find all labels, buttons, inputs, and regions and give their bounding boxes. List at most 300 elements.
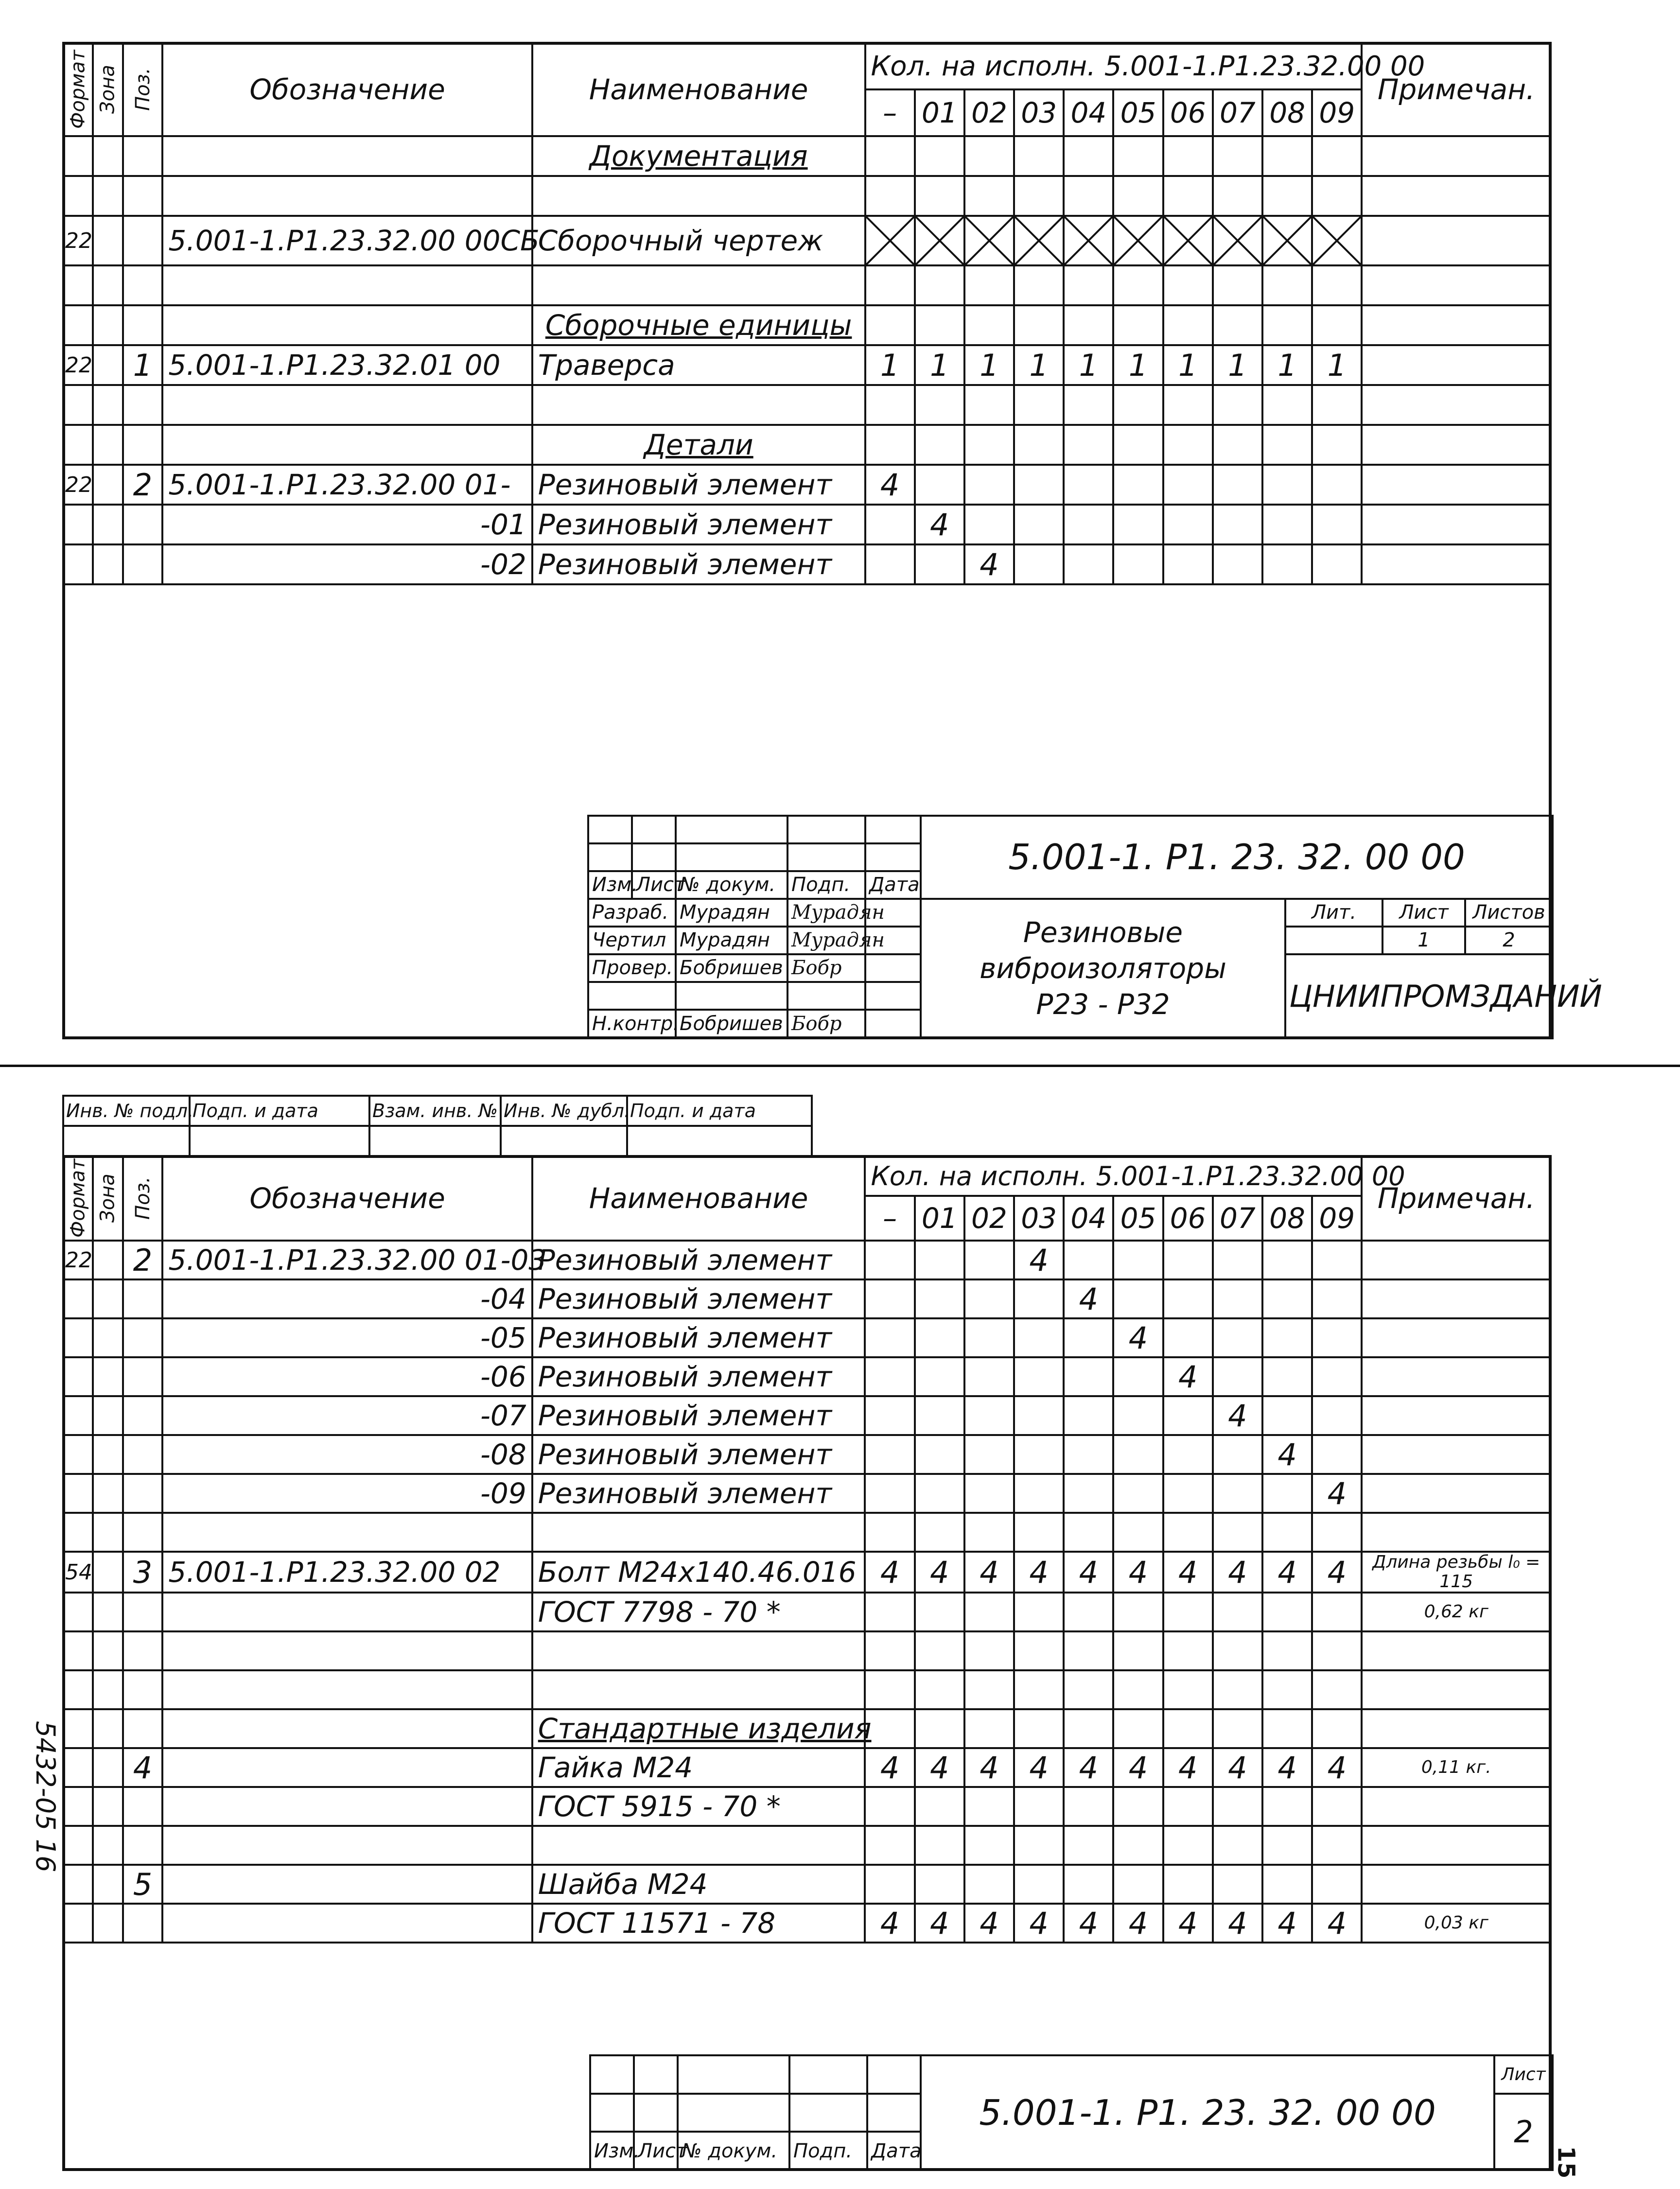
cell-qty-7: 4 xyxy=(1213,1904,1262,1943)
cell-qty-4 xyxy=(1064,1241,1113,1279)
cell-qty-1 xyxy=(915,1279,964,1318)
cell-qty-6 xyxy=(1163,505,1213,544)
table-row xyxy=(63,1709,1551,1748)
cell-qty-9: 1 xyxy=(1312,345,1362,385)
cell-pos xyxy=(123,305,163,345)
tb-person-0: Мурадян xyxy=(676,899,788,927)
cell-note xyxy=(1362,176,1551,216)
cell-pos: 4 xyxy=(123,1748,163,1787)
cell-note xyxy=(1362,1396,1551,1435)
stamp-vzam-inv: Взам. инв. № xyxy=(369,1096,501,1126)
cell-zone xyxy=(93,176,122,216)
cell-qty-2 xyxy=(964,1826,1014,1865)
cell-pos: 5 xyxy=(123,1865,163,1904)
cell-qty-3 xyxy=(1014,1709,1064,1748)
cross-cell xyxy=(915,216,964,265)
cell-qty-1 xyxy=(915,1357,964,1396)
cell-qty-5 xyxy=(1113,1593,1163,1631)
cell-qty-8 xyxy=(1262,1241,1312,1279)
cell-qty-2 xyxy=(964,1631,1014,1670)
header2-variant-1: 01 xyxy=(915,1196,964,1241)
cell-pos xyxy=(123,1318,163,1357)
header-variant-9: 09 xyxy=(1312,89,1362,136)
title-line-1: Резиновые xyxy=(1023,916,1183,949)
cell-qty-4 xyxy=(1064,505,1113,544)
cell-designation xyxy=(162,385,532,425)
cell-qty-3 xyxy=(1014,505,1064,544)
cell-format xyxy=(63,1826,93,1865)
header2-variant-3: 03 xyxy=(1014,1196,1064,1241)
cell-qty-0 xyxy=(865,1435,914,1474)
cell-zone xyxy=(93,1748,122,1787)
cell-qty-9 xyxy=(1312,1279,1362,1318)
cell-qty-8: 4 xyxy=(1262,1748,1312,1787)
tb-role-3 xyxy=(588,982,676,1010)
cell-qty-5 xyxy=(1113,176,1163,216)
cell-note xyxy=(1362,544,1551,584)
cell-qty-5 xyxy=(1113,465,1163,505)
cell-qty-4 xyxy=(1064,544,1113,584)
cell-qty-4 xyxy=(1064,1513,1113,1552)
cell-qty-9: 4 xyxy=(1312,1748,1362,1787)
cell-name xyxy=(532,1670,865,1709)
cell-qty-0 xyxy=(865,1709,914,1748)
header-note: Примечан. xyxy=(1362,43,1551,136)
table-row xyxy=(63,1631,1551,1670)
table-row xyxy=(63,1826,1551,1865)
cell-qty-0: 1 xyxy=(865,345,915,385)
cell-qty-8 xyxy=(1262,385,1312,425)
tb-role-4: Н.контр. xyxy=(588,1010,676,1038)
cell-qty-3 xyxy=(1014,1826,1064,1865)
cell-format xyxy=(63,544,93,584)
cell-qty-7 xyxy=(1213,265,1262,305)
table-row xyxy=(63,216,1551,265)
cell-qty-1: 4 xyxy=(915,1552,964,1593)
cell-pos xyxy=(123,1593,163,1631)
cell-qty-0 xyxy=(865,544,915,584)
cell-qty-0 xyxy=(865,1826,914,1865)
cell-qty-7 xyxy=(1213,176,1262,216)
cell-qty-6 xyxy=(1163,1318,1213,1357)
cell-designation xyxy=(162,1709,532,1748)
side-code: 5432-05 16 xyxy=(30,1721,61,1873)
cell-zone xyxy=(93,1709,122,1748)
cell-pos xyxy=(123,544,163,584)
cell-name xyxy=(532,1396,865,1435)
cell-qty-4 xyxy=(1064,305,1113,345)
cell-qty-7 xyxy=(1213,505,1262,544)
cell-qty-8: 4 xyxy=(1262,1904,1312,1943)
name-text: Резиновый элемент xyxy=(538,508,832,542)
cell-qty-9 xyxy=(1312,1318,1362,1357)
spec-table-sheet-1 xyxy=(62,42,1552,585)
cell-qty-0 xyxy=(865,136,915,176)
cell-format: 22 xyxy=(63,216,93,265)
cell-note xyxy=(1362,265,1551,305)
cell-qty-2: 4 xyxy=(964,1552,1014,1593)
cell-qty-1 xyxy=(915,1513,964,1552)
cell-pos xyxy=(123,1631,163,1670)
cell-zone xyxy=(93,1357,122,1396)
cell-zone xyxy=(93,425,122,465)
table-row xyxy=(63,1865,1551,1904)
cell-qty-9 xyxy=(1312,1670,1362,1709)
cell-qty-0 xyxy=(865,1318,914,1357)
cell-pos xyxy=(123,176,163,216)
cell-qty-5: 4 xyxy=(1113,1552,1163,1593)
cell-qty-1 xyxy=(915,1318,964,1357)
cell-format xyxy=(63,1748,93,1787)
cell-qty-5 xyxy=(1113,1435,1163,1474)
cell-qty-6 xyxy=(1163,465,1213,505)
cell-qty-8 xyxy=(1262,1396,1312,1435)
cell-qty-8 xyxy=(1262,1631,1312,1670)
table-row xyxy=(63,1593,1551,1631)
cell-qty-8 xyxy=(1262,176,1312,216)
cell-note xyxy=(1362,425,1551,465)
header2-variant-5: 05 xyxy=(1113,1196,1163,1241)
cell-zone xyxy=(93,1396,122,1435)
cell-qty-3 xyxy=(1014,1396,1064,1435)
cell-qty-1: 4 xyxy=(915,1904,964,1943)
cell-name xyxy=(532,1904,865,1943)
cell-format xyxy=(63,1279,93,1318)
cell-qty-1 xyxy=(915,1826,964,1865)
name-text: Резиновый элемент xyxy=(538,1243,832,1277)
cell-note xyxy=(1362,1357,1551,1396)
titleblock-code: 5.001-1. Р1. 23. 32. 00 00 xyxy=(921,816,1553,899)
cell-pos: 2 xyxy=(123,465,163,505)
cell-format xyxy=(63,425,93,465)
cell-qty-8: 4 xyxy=(1262,1552,1312,1593)
cell-qty-6 xyxy=(1163,1670,1213,1709)
cell-qty-8 xyxy=(1262,136,1312,176)
cell-note xyxy=(1362,305,1551,345)
tb2-label-sign: Подп. xyxy=(789,2132,867,2170)
header-format: Формат xyxy=(63,43,93,136)
cell-qty-1 xyxy=(915,1631,964,1670)
name-text: Резиновый элемент xyxy=(538,1360,832,1393)
cell-designation: -08 xyxy=(162,1435,532,1474)
cell-qty-4 xyxy=(1064,1318,1113,1357)
cell-qty-8 xyxy=(1262,1318,1312,1357)
cross-mark xyxy=(1214,217,1261,264)
cell-zone xyxy=(93,1865,122,1904)
cell-qty-8 xyxy=(1262,1357,1312,1396)
cell-note: 0,11 кг. xyxy=(1362,1748,1551,1787)
archive-stamp xyxy=(62,1095,813,1157)
stamp-inv-podl: Инв. № подл. xyxy=(63,1096,190,1126)
cell-qty-6 xyxy=(1163,1631,1213,1670)
tb2-label-list: Лист xyxy=(634,2132,678,2170)
cell-qty-5 xyxy=(1113,136,1163,176)
header-variant-0: – xyxy=(865,89,915,136)
cell-format xyxy=(63,305,93,345)
cell-qty-4 xyxy=(1064,1631,1113,1670)
cell-designation: 5.001-1.Р1.23.32.00 01- xyxy=(162,465,532,505)
cell-qty-5 xyxy=(1113,505,1163,544)
header2-variant-9: 09 xyxy=(1312,1196,1362,1241)
cell-qty-3 xyxy=(1014,1670,1064,1709)
table-row xyxy=(63,1435,1551,1474)
cell-qty-6 xyxy=(1163,1593,1213,1631)
header2-variant-4: 04 xyxy=(1064,1196,1113,1241)
cell-qty-7: 4 xyxy=(1213,1552,1262,1593)
cell-qty-8 xyxy=(1262,1279,1312,1318)
cell-qty-4: 4 xyxy=(1064,1279,1113,1318)
cell-name xyxy=(532,1865,865,1904)
cell-name xyxy=(532,1241,865,1279)
cell-qty-2 xyxy=(964,265,1014,305)
cell-qty-1 xyxy=(915,176,964,216)
name-text: Резиновый элемент xyxy=(538,468,832,502)
cell-qty-4 xyxy=(1064,1787,1113,1826)
cell-format: 22 xyxy=(63,1241,93,1279)
table-row xyxy=(63,1357,1551,1396)
cell-qty-1 xyxy=(915,1241,964,1279)
cell-qty-6 xyxy=(1163,1865,1213,1904)
cell-qty-9: 4 xyxy=(1312,1552,1362,1593)
table-row xyxy=(63,265,1551,305)
cell-qty-2 xyxy=(964,1593,1014,1631)
tb-lit-cells xyxy=(1285,927,1382,954)
cell-pos xyxy=(123,385,163,425)
tb-sheet-label: Лист xyxy=(1382,899,1465,927)
cell-qty-7 xyxy=(1213,136,1262,176)
table-row xyxy=(63,1396,1551,1435)
cell-qty-0: 4 xyxy=(865,1552,914,1593)
cell-qty-7 xyxy=(1213,1826,1262,1865)
table-row xyxy=(63,1904,1551,1943)
cell-qty-4 xyxy=(1064,465,1113,505)
cell-qty-4 xyxy=(1064,1826,1113,1865)
cell-qty-1 xyxy=(915,1474,964,1513)
cell-qty-4: 4 xyxy=(1064,1904,1113,1943)
cell-qty-5 xyxy=(1113,1279,1163,1318)
cell-qty-7 xyxy=(1213,1709,1262,1748)
cell-designation xyxy=(162,1513,532,1552)
header-variant-1: 01 xyxy=(915,89,964,136)
tb-sheets-label: Листов xyxy=(1465,899,1553,927)
cell-qty-1 xyxy=(915,1787,964,1826)
header-variant-5: 05 xyxy=(1113,89,1163,136)
name-text: Резиновый элемент xyxy=(538,1282,832,1315)
cell-qty-3 xyxy=(1014,385,1064,425)
tb2-label-date: Дата xyxy=(867,2132,921,2170)
cell-qty-7 xyxy=(1213,1241,1262,1279)
cell-qty-7 xyxy=(1213,1593,1262,1631)
name-text: Резиновый элемент xyxy=(538,1321,832,1354)
corner-number: 15 xyxy=(1552,2146,1580,2179)
cell-qty-6: 4 xyxy=(1163,1552,1213,1593)
cell-name xyxy=(532,1552,865,1593)
cell-qty-4 xyxy=(1064,1357,1113,1396)
cell-designation xyxy=(162,265,532,305)
cell-name xyxy=(532,385,865,425)
cell-qty-7 xyxy=(1213,1670,1262,1709)
cell-qty-7 xyxy=(1213,385,1262,425)
cell-qty-6 xyxy=(1163,425,1213,465)
cross-cell xyxy=(865,216,915,265)
table-row xyxy=(63,1748,1551,1787)
cell-zone xyxy=(93,345,122,385)
cell-qty-8 xyxy=(1262,1826,1312,1865)
cell-note xyxy=(1362,1513,1551,1552)
header-name: Наименование xyxy=(532,43,865,136)
cell-qty-2: 4 xyxy=(964,544,1014,584)
cell-designation xyxy=(162,425,532,465)
cell-format: 54 xyxy=(63,1552,93,1593)
cell-designation xyxy=(162,1748,532,1787)
cell-qty-5: 4 xyxy=(1113,1318,1163,1357)
cell-designation xyxy=(162,176,532,216)
cell-note xyxy=(1362,1787,1551,1826)
cell-designation: 5.001-1.Р1.23.32.00 02 xyxy=(162,1552,532,1593)
cross-mark xyxy=(1263,217,1311,264)
cell-format xyxy=(63,385,93,425)
cell-qty-7 xyxy=(1213,1435,1262,1474)
cell-qty-9 xyxy=(1312,385,1362,425)
cell-designation xyxy=(162,1631,532,1670)
cell-qty-3 xyxy=(1014,1787,1064,1826)
tb-sign-3 xyxy=(788,982,865,1010)
cell-qty-5: 4 xyxy=(1113,1748,1163,1787)
cell-qty-6 xyxy=(1163,136,1213,176)
cell-qty-0: 4 xyxy=(865,1904,914,1943)
cell-qty-2 xyxy=(964,505,1014,544)
cell-qty-8: 1 xyxy=(1262,345,1312,385)
cell-zone xyxy=(93,1513,122,1552)
name-text: Гайка М24 xyxy=(538,1751,693,1784)
cell-qty-2 xyxy=(964,1279,1014,1318)
cell-pos xyxy=(123,216,163,265)
cell-qty-6 xyxy=(1163,1787,1213,1826)
cell-qty-5 xyxy=(1113,385,1163,425)
cell-format xyxy=(63,505,93,544)
cell-qty-9 xyxy=(1312,1787,1362,1826)
cell-qty-0 xyxy=(865,1396,914,1435)
cell-qty-4 xyxy=(1064,425,1113,465)
cross-mark xyxy=(1114,217,1162,264)
cross-cell xyxy=(1014,216,1064,265)
table-row xyxy=(63,505,1551,544)
cell-name xyxy=(532,1513,865,1552)
cell-format xyxy=(63,1513,93,1552)
cell-format xyxy=(63,1474,93,1513)
cell-zone xyxy=(93,1904,122,1943)
cell-qty-9 xyxy=(1312,1435,1362,1474)
cell-note xyxy=(1362,385,1551,425)
cell-qty-4: 4 xyxy=(1064,1552,1113,1593)
tb-person-4: Бобришев xyxy=(676,1010,788,1038)
titleblock-title xyxy=(921,899,1285,1038)
cell-designation: 5.001-1.Р1.23.32.00 01-03 xyxy=(162,1241,532,1279)
cell-qty-6: 4 xyxy=(1163,1904,1213,1943)
cross-cell xyxy=(1113,216,1163,265)
cell-qty-9 xyxy=(1312,1357,1362,1396)
tb2-label-doc: № докум. xyxy=(678,2132,789,2170)
cell-pos xyxy=(123,1279,163,1318)
cell-pos xyxy=(123,1709,163,1748)
cell-pos xyxy=(123,1670,163,1709)
cell-zone xyxy=(93,216,122,265)
cell-note xyxy=(1362,136,1551,176)
cell-qty-3 xyxy=(1014,465,1064,505)
cell-zone xyxy=(93,1435,122,1474)
cross-cell xyxy=(1064,216,1113,265)
cell-qty-2 xyxy=(964,176,1014,216)
stamp-inv-dubl: Инв. № дубл. xyxy=(501,1096,627,1126)
cell-qty-9 xyxy=(1312,1709,1362,1748)
cell-qty-3 xyxy=(1014,425,1064,465)
cell-format xyxy=(63,1435,93,1474)
cell-qty-3 xyxy=(1014,1318,1064,1357)
cell-zone xyxy=(93,305,122,345)
cell-note xyxy=(1362,505,1551,544)
cell-qty-2 xyxy=(964,1241,1014,1279)
cell-qty-7 xyxy=(1213,465,1262,505)
cell-name xyxy=(532,1787,865,1826)
cell-qty-7 xyxy=(1213,1279,1262,1318)
cell-zone xyxy=(93,544,122,584)
cell-qty-1: 1 xyxy=(915,345,964,385)
cell-qty-2 xyxy=(964,1396,1014,1435)
cell-designation xyxy=(162,136,532,176)
name-text: Резиновый элемент xyxy=(538,1477,832,1510)
cell-name xyxy=(532,1709,872,1748)
cell-note xyxy=(1362,1474,1551,1513)
cell-format xyxy=(63,1396,93,1435)
cell-format xyxy=(63,1709,93,1748)
cell-note xyxy=(1362,216,1551,265)
cell-qty-9 xyxy=(1312,265,1362,305)
cell-qty-3 xyxy=(1014,305,1064,345)
title-line-2: виброизоляторы xyxy=(980,952,1226,985)
name-text: Резиновый элемент xyxy=(538,548,832,581)
cell-qty-5: 1 xyxy=(1113,345,1163,385)
cell-qty-4 xyxy=(1064,265,1113,305)
cell-qty-2 xyxy=(964,1865,1014,1904)
cell-qty-6 xyxy=(1163,1513,1213,1552)
cell-format xyxy=(63,1631,93,1670)
header-note-2: Примечан. xyxy=(1362,1156,1551,1241)
cell-qty-2 xyxy=(964,1318,1014,1357)
cell-qty-5 xyxy=(1113,1241,1163,1279)
cell-qty-0: 4 xyxy=(865,1748,914,1787)
cell-name xyxy=(532,465,865,505)
cell-qty-6 xyxy=(1163,265,1213,305)
cell-qty-6 xyxy=(1163,1396,1213,1435)
cell-qty-1: 4 xyxy=(915,1748,964,1787)
cell-name xyxy=(532,216,865,265)
cell-qty-5 xyxy=(1113,1396,1163,1435)
cell-qty-6 xyxy=(1163,176,1213,216)
cell-qty-2 xyxy=(964,1474,1014,1513)
cell-qty-0 xyxy=(865,1865,914,1904)
header-variant-4: 04 xyxy=(1064,89,1113,136)
header2-variant-2: 02 xyxy=(964,1196,1014,1241)
cell-qty-9: 4 xyxy=(1312,1904,1362,1943)
name-text: Траверса xyxy=(538,349,675,382)
cell-qty-2 xyxy=(964,305,1014,345)
cell-qty-7 xyxy=(1213,305,1262,345)
tb-sheets-value: 2 xyxy=(1465,927,1553,954)
cell-qty-3 xyxy=(1014,1631,1064,1670)
cell-qty-9 xyxy=(1312,1396,1362,1435)
cell-name xyxy=(532,544,865,584)
spec-table-sheet-2 xyxy=(62,1155,1552,1944)
